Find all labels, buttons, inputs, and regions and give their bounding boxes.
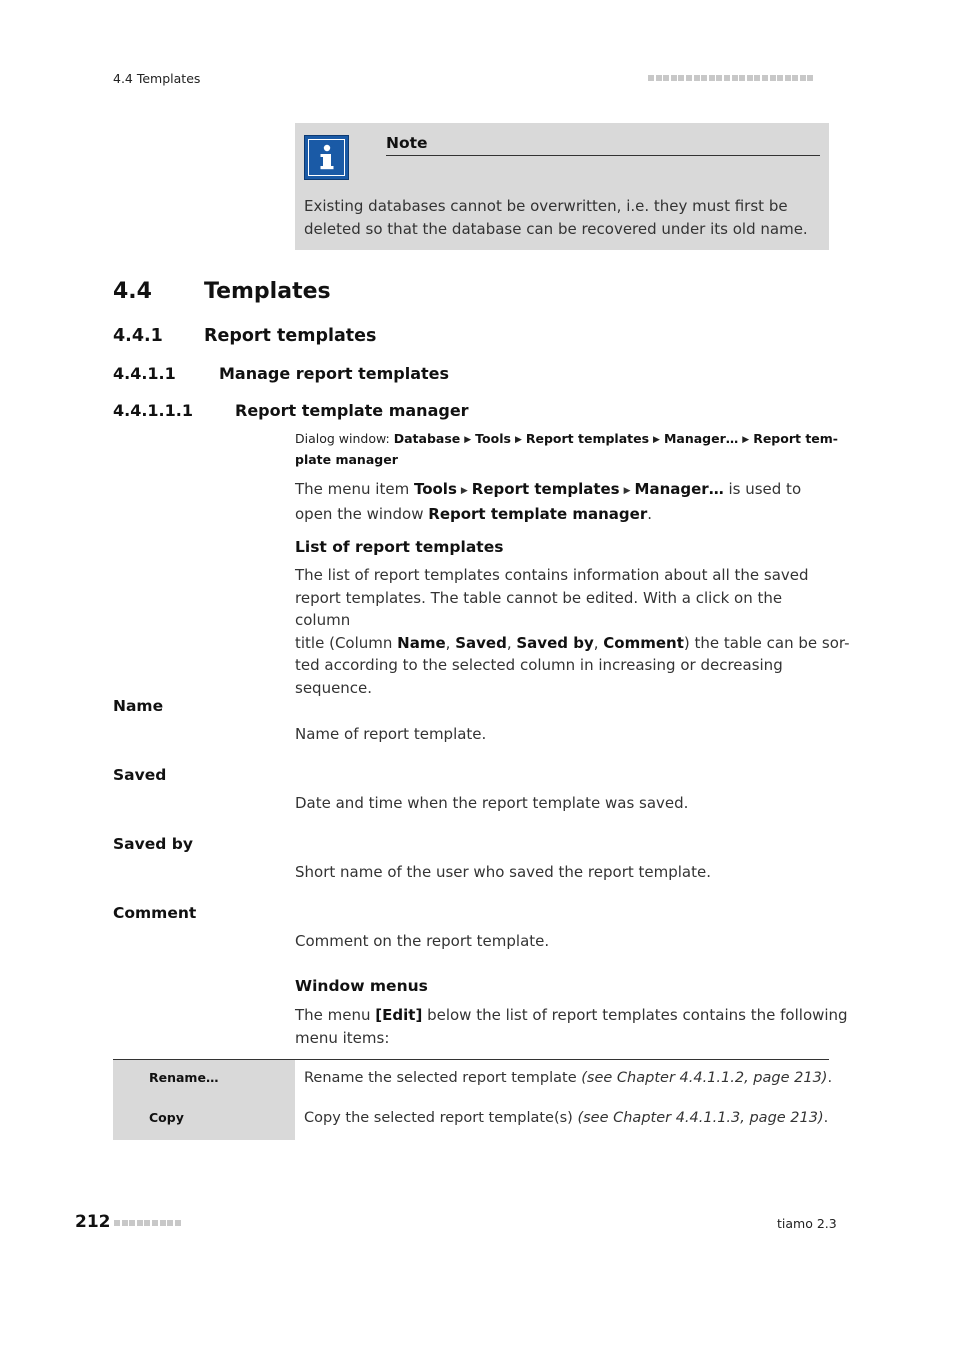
decorative-dot <box>175 1220 181 1226</box>
header-dots <box>648 75 815 81</box>
decorative-dot <box>732 75 738 81</box>
decorative-dot <box>694 75 700 81</box>
decorative-dot <box>777 75 783 81</box>
footer-dots <box>114 1220 182 1226</box>
chapter-reference[interactable]: (see Chapter 4.4.1.1.3, page 213) <box>577 1110 824 1126</box>
path-item: Tools <box>475 431 511 446</box>
dialog-path-prefix: Dialog window: <box>295 431 394 446</box>
decorative-dot <box>144 1220 150 1226</box>
decorative-dot <box>800 75 806 81</box>
decorative-dot <box>122 1220 128 1226</box>
page-number: 212 <box>75 1212 111 1232</box>
term-name: Name <box>113 697 164 715</box>
heading-3-number: 4.4.1.1 <box>113 364 176 383</box>
decorative-dot <box>663 75 669 81</box>
heading-4-number: 4.4.1.1.1 <box>113 401 193 420</box>
subsection-title-window-menus: Window menus <box>295 977 428 995</box>
decorative-dot <box>656 75 662 81</box>
menu-item-copy-desc: Copy the selected report template(s) (see Chapter 4.4.1.1.3, page 213). <box>304 1110 829 1126</box>
subsection-title-list: List of report templates <box>295 538 504 556</box>
decorative-dot <box>807 75 813 81</box>
decorative-dot <box>792 75 798 81</box>
note-box <box>295 123 829 250</box>
path-item: Report tem- <box>753 431 838 446</box>
list-paragraph: The list of report templates contains information about all the saved report templates. The table cannot be edited. With a click on the column title (Column Name, Saved, Saved by, Comment) the table can be sor- ted according to the selected column in increasing or decreasing sequence. <box>295 566 850 697</box>
decorative-dot <box>762 75 768 81</box>
term-comment-desc: Comment on the report template. <box>295 932 550 950</box>
term-comment: Comment <box>113 904 197 922</box>
decorative-dot <box>167 1220 173 1226</box>
decorative-dot <box>716 75 722 81</box>
heading-2-title: Report templates <box>204 326 377 346</box>
chapter-reference[interactable]: (see Chapter 4.4.1.1.2, page 213) <box>581 1070 828 1086</box>
decorative-dot <box>747 75 753 81</box>
heading-1-number: 4.4 <box>113 279 152 304</box>
decorative-dot <box>754 75 760 81</box>
decorative-dot <box>160 1220 166 1226</box>
menu-item-copy: Copy <box>149 1110 184 1125</box>
decorative-dot <box>739 75 745 81</box>
menu-item-rename: Rename… <box>149 1070 219 1085</box>
running-header-section: 4.4 Templates <box>113 71 201 86</box>
path-item: Manager… <box>663 431 739 446</box>
decorative-dot <box>701 75 707 81</box>
term-saved-desc: Date and time when the report template was saved. <box>295 794 689 812</box>
path-item-continuation: plate manager <box>295 452 398 467</box>
path-item: Report templates <box>525 431 650 446</box>
heading-3-title: Manage report templates <box>219 364 450 383</box>
intro-paragraph: The menu item Tools ▶ Report templates ▶ Manager… is used to open the window Report template manager. <box>295 480 802 523</box>
term-name-desc: Name of report template. <box>295 725 487 743</box>
decorative-dot <box>709 75 715 81</box>
decorative-dot <box>129 1220 135 1226</box>
decorative-dot <box>114 1220 120 1226</box>
note-title: Note <box>386 134 428 152</box>
decorative-dot <box>724 75 730 81</box>
info-icon <box>304 135 349 180</box>
heading-2-number: 4.4.1 <box>113 326 163 346</box>
heading-4-title: Report template manager <box>235 401 469 420</box>
decorative-dot <box>770 75 776 81</box>
note-text: Existing databases cannot be overwritten, i.e. they must first be deleted so that the database can be recovered under its old name. <box>304 197 808 238</box>
footer-product: tiamo 2.3 <box>777 1216 837 1231</box>
window-menus-paragraph: The menu [Edit] below the list of report templates contains the following menu items: <box>295 1006 848 1047</box>
menu-item-rename-desc: Rename the selected report template (see Chapter 4.4.1.1.2, page 213). <box>304 1070 833 1086</box>
heading-1-title: Templates <box>204 279 331 304</box>
decorative-dot <box>678 75 684 81</box>
decorative-dot <box>671 75 677 81</box>
decorative-dot <box>686 75 692 81</box>
path-item: Database <box>393 431 461 446</box>
term-saved-by: Saved by <box>113 835 193 853</box>
decorative-dot <box>785 75 791 81</box>
note-divider <box>386 155 820 156</box>
dialog-path: Dialog window: Database ▶ Tools ▶ Report templates ▶ Manager… ▶ Report tem- plate manager <box>295 431 838 467</box>
term-saved: Saved <box>113 766 167 784</box>
decorative-dot <box>152 1220 158 1226</box>
term-saved-by-desc: Short name of the user who saved the report template. <box>295 863 711 881</box>
decorative-dot <box>648 75 654 81</box>
decorative-dot <box>137 1220 143 1226</box>
